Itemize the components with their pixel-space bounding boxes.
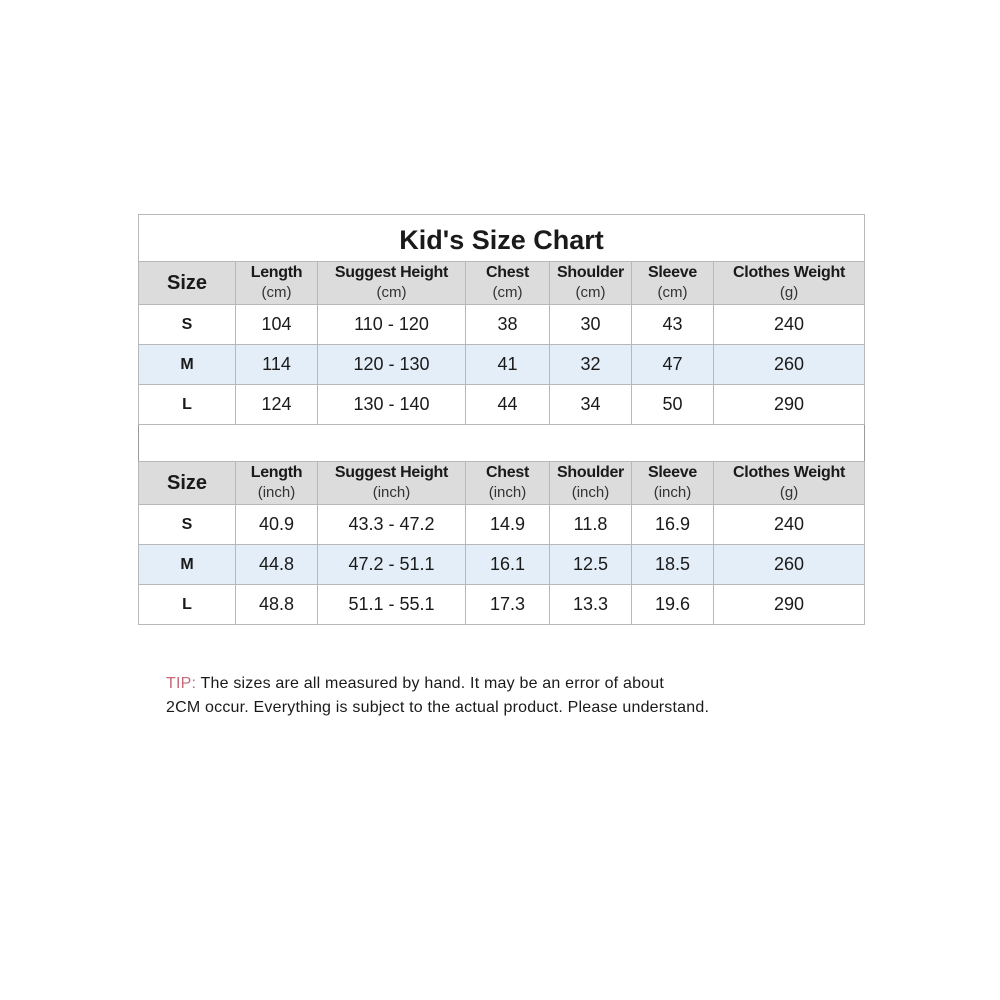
- header-unit: (inch): [488, 484, 527, 501]
- inch-header-suggest-height: [318, 462, 466, 505]
- table-cell: 110 - 120: [318, 305, 466, 345]
- header-name: Suggest Height: [334, 464, 449, 481]
- size-cell: L: [139, 385, 236, 425]
- header-name: Length: [250, 464, 303, 481]
- header-unit: (g): [779, 284, 799, 301]
- inch-header-size: [139, 462, 236, 505]
- cm-header-clothes-weight: [714, 262, 865, 305]
- header-name: Clothes Weight: [733, 464, 845, 481]
- table-cell: 30: [550, 305, 632, 345]
- table-cell: 41: [466, 345, 550, 385]
- table-spacer: [139, 425, 865, 462]
- header-unit: (g): [779, 484, 799, 501]
- table-cell: 16.1: [466, 545, 550, 585]
- size-cell: M: [139, 545, 236, 585]
- table-row: [139, 545, 865, 585]
- inch-header-chest: [466, 462, 550, 505]
- table-cell: 11.8: [550, 505, 632, 545]
- tip-line-1: The sizes are all measured by hand. It may be an error of about: [200, 675, 665, 692]
- chart-title: Kid's Size Chart: [139, 215, 865, 262]
- table-cell: 47: [632, 345, 714, 385]
- inch-header-shoulder: [550, 462, 632, 505]
- header-name: Clothes Weight: [733, 264, 845, 281]
- size-cell: S: [139, 505, 236, 545]
- tip-label: TIP:: [166, 675, 197, 692]
- table-cell: 290: [714, 385, 865, 425]
- table-cell: 120 - 130: [318, 345, 466, 385]
- inch-header-row: [139, 462, 865, 505]
- header-name: Suggest Height: [334, 264, 449, 281]
- table-cell: 44.8: [236, 545, 318, 585]
- cm-header-row: [139, 262, 865, 305]
- cm-header-size: [139, 262, 236, 305]
- cm-header-shoulder: [550, 262, 632, 305]
- header-name: Sleeve: [648, 264, 697, 281]
- header-unit: (cm): [492, 284, 523, 301]
- table-cell: 104: [236, 305, 318, 345]
- table-row: [139, 385, 865, 425]
- table-cell: 124: [236, 385, 318, 425]
- size-cell: M: [139, 345, 236, 385]
- table-cell: 44: [466, 385, 550, 425]
- table-cell: 260: [714, 345, 865, 385]
- table-cell: 240: [714, 305, 865, 345]
- table-cell: 32: [550, 345, 632, 385]
- cm-header-length: [236, 262, 318, 305]
- table-cell: 43: [632, 305, 714, 345]
- size-cell: S: [139, 305, 236, 345]
- table-cell: 17.3: [466, 585, 550, 625]
- header-unit: (inch): [653, 484, 692, 501]
- table-cell: 13.3: [550, 585, 632, 625]
- table-cell: 260: [714, 545, 865, 585]
- table-row: [139, 305, 865, 345]
- header-unit: (inch): [571, 484, 610, 501]
- inch-header-length: [236, 462, 318, 505]
- inch-header-sleeve: [632, 462, 714, 505]
- header-name: Chest: [486, 464, 529, 481]
- table-row: [139, 585, 865, 625]
- header-unit: (cm): [261, 284, 292, 301]
- header-unit: (cm): [575, 284, 606, 301]
- header-name: Shoulder: [557, 464, 624, 481]
- title-row: [139, 215, 865, 262]
- header-name: Size: [166, 472, 208, 494]
- table-cell: 240: [714, 505, 865, 545]
- tip-line-2: 2CM occur. Everything is subject to the actual product. Please understand.: [166, 699, 710, 716]
- cm-header-chest: [466, 262, 550, 305]
- cm-header-suggest-height: [318, 262, 466, 305]
- header-unit: (inch): [257, 484, 296, 501]
- table-cell: 48.8: [236, 585, 318, 625]
- header-unit: (cm): [657, 284, 688, 301]
- table-cell: 16.9: [632, 505, 714, 545]
- table-cell: 14.9: [466, 505, 550, 545]
- table-cell: 34: [550, 385, 632, 425]
- header-name: Chest: [486, 264, 529, 281]
- table-cell: 290: [714, 585, 865, 625]
- table-cell: 47.2 - 51.1: [318, 545, 466, 585]
- size-cell: L: [139, 585, 236, 625]
- header-name: Shoulder: [557, 264, 624, 281]
- table-cell: 38: [466, 305, 550, 345]
- header-name: Sleeve: [648, 464, 697, 481]
- table-cell: 19.6: [632, 585, 714, 625]
- header-unit: (inch): [372, 484, 411, 501]
- table-cell: 50: [632, 385, 714, 425]
- header-name: Size: [166, 272, 208, 294]
- cm-header-sleeve: [632, 262, 714, 305]
- table-cell: 114: [236, 345, 318, 385]
- table-cell: 40.9: [236, 505, 318, 545]
- table-row: [139, 345, 865, 385]
- tip-note: [166, 672, 886, 720]
- header-name: Length: [250, 264, 303, 281]
- inch-header-clothes-weight: [714, 462, 865, 505]
- table-row: [139, 505, 865, 545]
- size-chart-table: [138, 214, 865, 625]
- table-cell: 12.5: [550, 545, 632, 585]
- table-cell: 18.5: [632, 545, 714, 585]
- table-cell: 43.3 - 47.2: [318, 505, 466, 545]
- header-unit: (cm): [376, 284, 407, 301]
- table-cell: 130 - 140: [318, 385, 466, 425]
- table-cell: 51.1 - 55.1: [318, 585, 466, 625]
- spacer-cell: [139, 425, 865, 462]
